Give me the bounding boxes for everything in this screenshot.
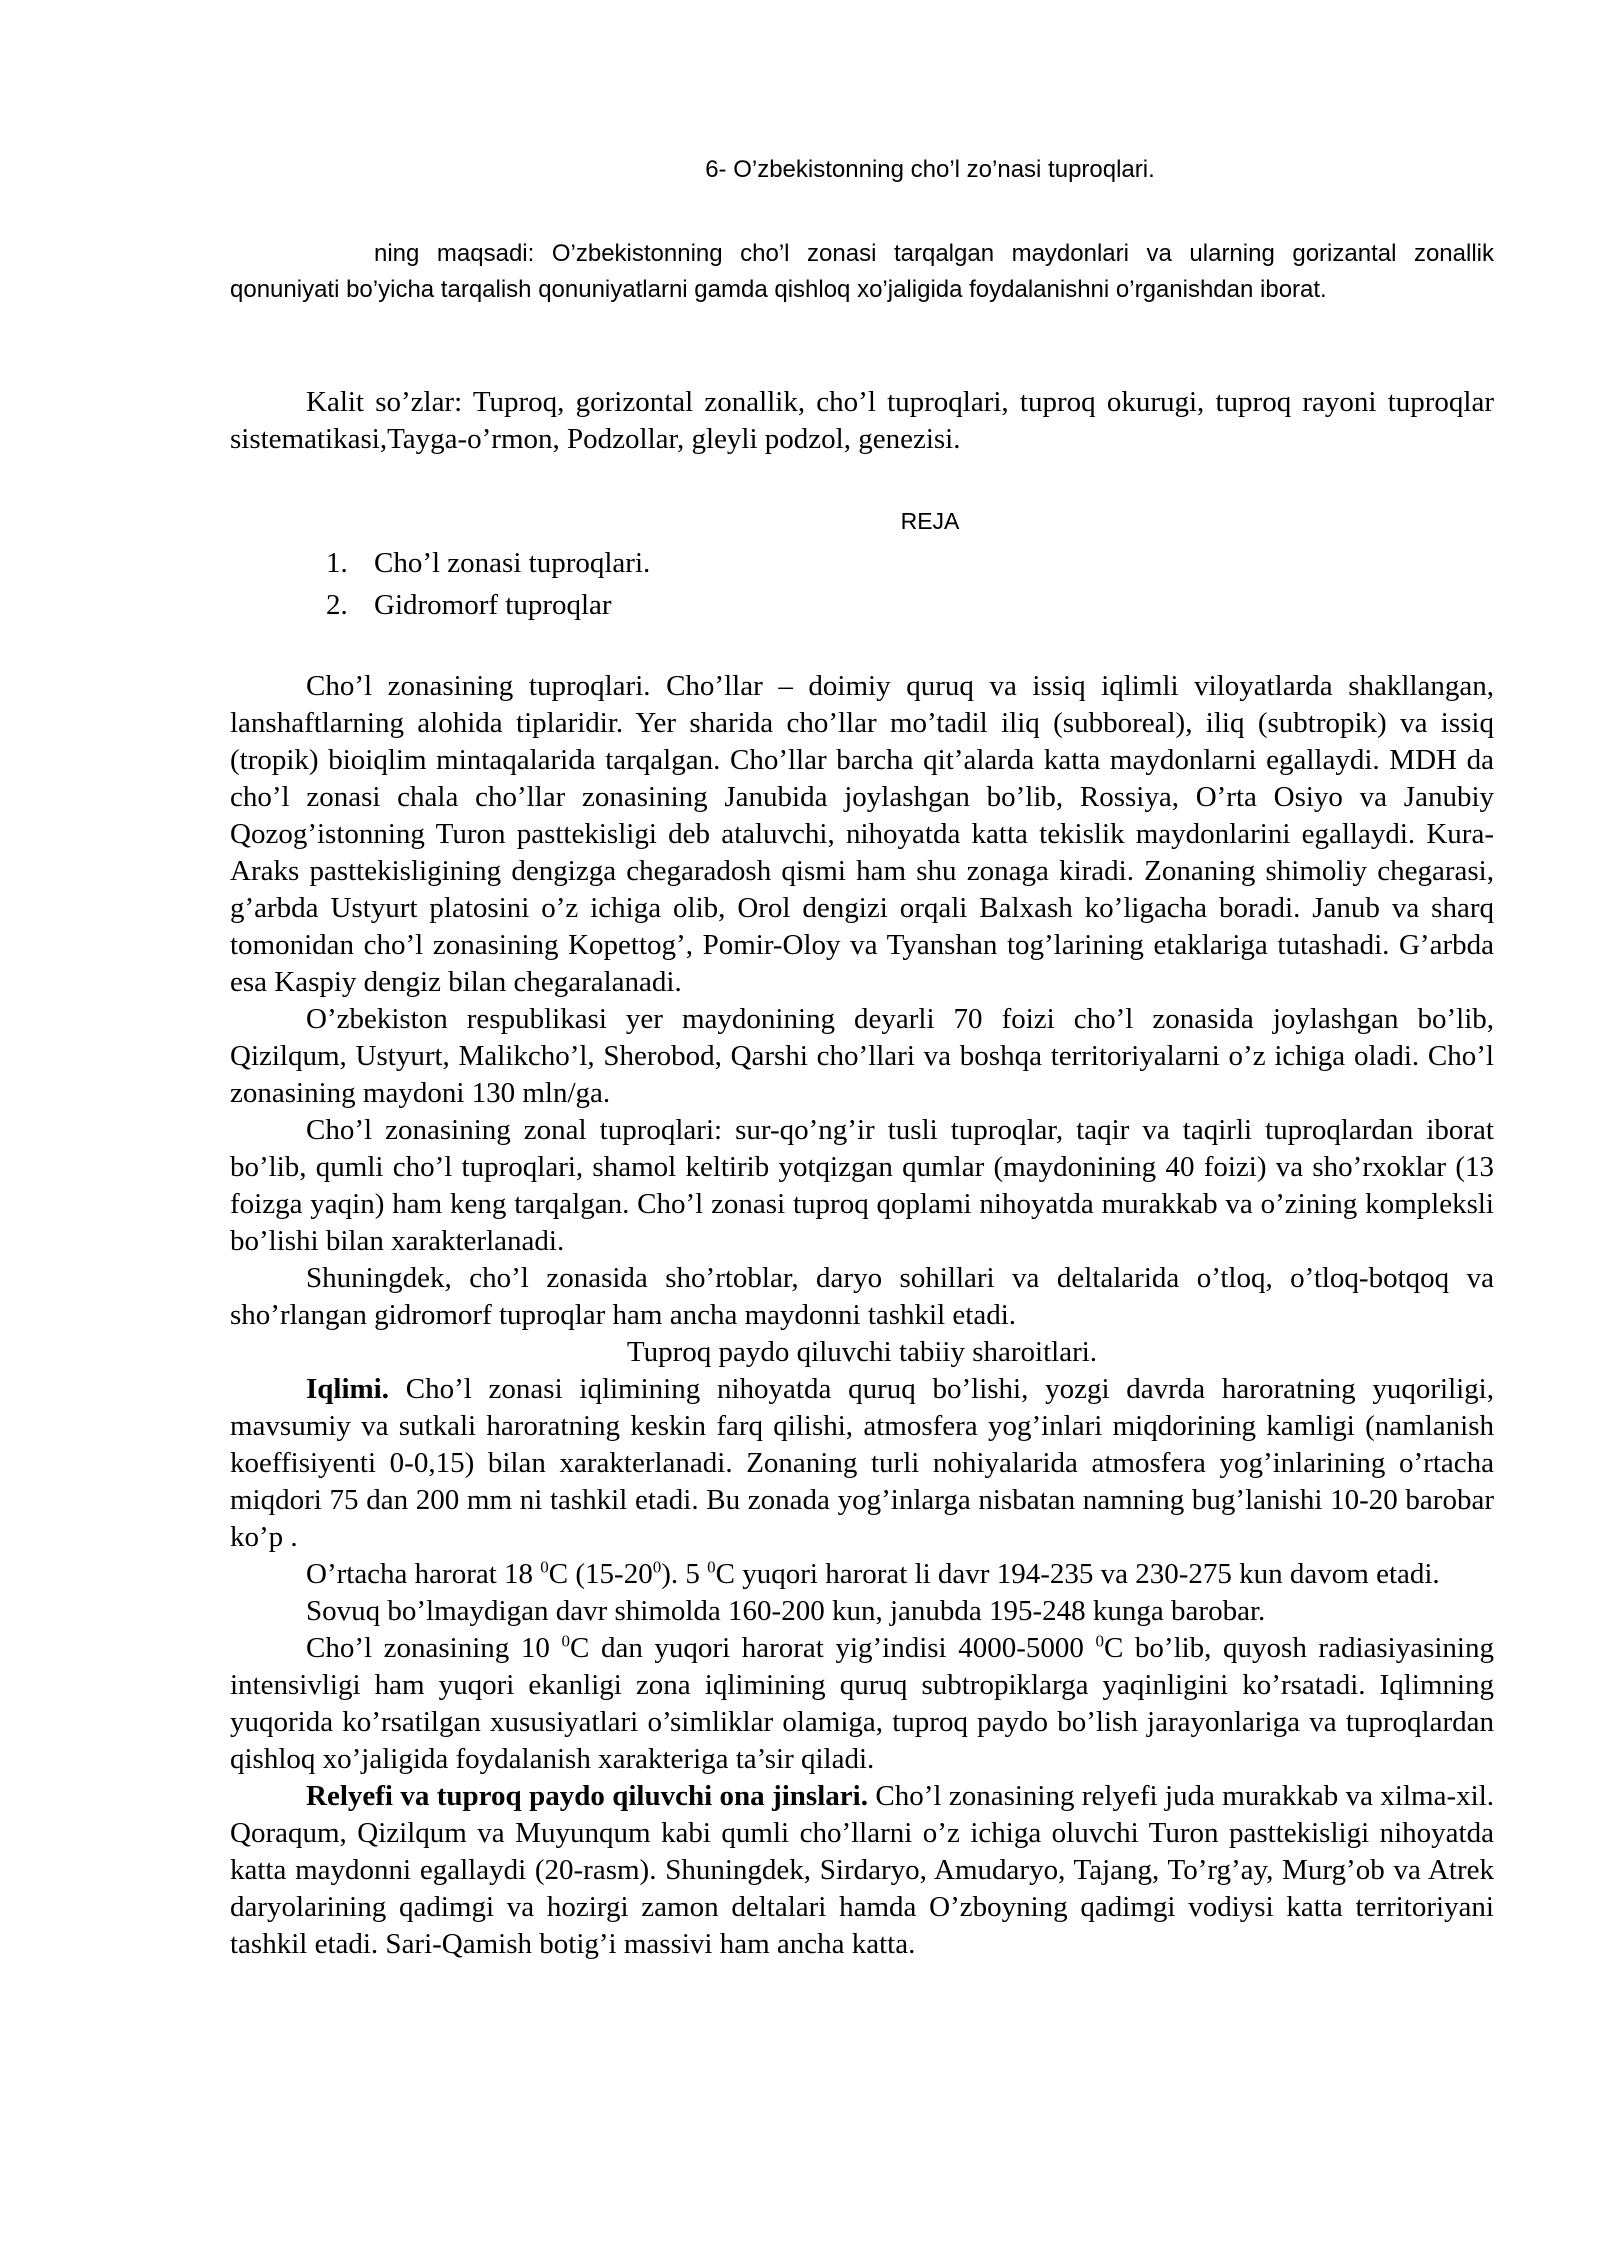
heat-sum-text-c: C bo’lib, quyosh radiasiyasining intensivligi ham yuqori ekanligi zona iqlimining quruq subtropiklarga yaqinligini ko’rsatadi. Iqlimning yuqorida ko’rsatilgan xususiyatlari o’simliklar olamiga, tuproq paydo bo’lish jarayonlariga va tuproqlardan qishloq xo’jaligida foydalanish xarakteriga ta’sir qiladi. bbox=[230, 1632, 1494, 1775]
plan-item-text: Gidromorf tuproqlar bbox=[374, 589, 612, 621]
temperature-text-c: ). 5 bbox=[661, 1558, 708, 1590]
temperature-text-a: O’rtacha harorat 18 bbox=[306, 1558, 541, 1590]
purpose-paragraph bbox=[230, 236, 1494, 308]
section-heading-conditions: Tuproq paydo qiluvchi tabiiy sharoitlari. bbox=[626, 1336, 1098, 1368]
plan-item bbox=[326, 584, 650, 626]
body-text bbox=[230, 668, 1494, 1963]
paragraph-zonal-soils: Cho’l zonasining zonal tuproqlari: sur-qo’ng’ir tusli tuproqlar, taqir va taqirli tuproqlardan iborat bo’lib, qumli cho’l tuproqlari, shamol keltirib yotqizgan qumlar (maydonining 40 foizi) va sho’rxoklar (13 foizga yaqin) ham keng tarqalgan. Cho’l zonasi tuproq qoplami nihoyatda murakkab va o’zining kompleksli bo’lishi bilan xarakterlanadi. bbox=[230, 1114, 1494, 1257]
degree-sup: 0 bbox=[561, 1631, 570, 1651]
paragraph-desert-soils: Cho’l zonasining tuproqlari. Cho’llar – doimiy quruq va issiq iqlimli viloyatlarda shakllangan, lanshaftlarning alohida tiplaridir. Yer sharida cho’llar mo’tadil iliq (subboreal), iliq (subtropik) va issiq (tropik) bioiqlim mintaqalarida tarqalgan. Cho’llar barcha qit’alarda katta maydonlarni egallaydi. MDH da cho’l zonasi chala cho’llar zonasining Janubida joylashgan bo’lib, Rossiya, O’rta Osiyo va Janubiy Qozog’istonning Turon pasttekisligi deb ataluvchi, nihoyatda katta tekislik maydonlarini egallaydi. Kura-Araks pasttekisligining dengizga chegaradosh qismi ham shu zonaga kiradi. Zonaning shimoliy chegarasi, g’arbda Ustyurt platosini o’z ichiga olib, Orol dengizi orqali Balxash ko’ligacha boradi. Janub va sharq tomonidan cho’l zonasining Kopettog’, Pomir-Oloy va Tyanshan tog’larining etaklariga tutashadi. G’arbda esa Kaspiy dengiz bilan chegaralanadi. bbox=[230, 670, 1494, 998]
relief-text: Cho’l zonasining relyefi juda murakkab va xilma-xil. Qoraqum, Qizilqum va Muyunqum kabi qumli cho’llarni o’z ichiga oluvchi Turon pasttekisligi nihoyatda katta maydonni egallaydi (20-rasm). Shuningdek, Sirdaryo, Amudaryo, Tajang, To’rg’ay, Murg’ob va Atrek daryolarining qadimgi va hozirgi zamon deltalari hamda O’zboyning qadimgi vodiysi katta territoriyani tashkil etadi. Sari-Qamish botig’i massivi ham ancha katta. bbox=[230, 1780, 1494, 1960]
page-title: 6- O’zbekistonning cho’l zo’nasi tuproqlari. bbox=[705, 156, 1155, 183]
plan-item bbox=[326, 542, 650, 584]
temperature-text-b: C (15-20 bbox=[548, 1558, 653, 1590]
plan-item-text: Cho’l zonasi tuproqlari. bbox=[374, 547, 651, 579]
paragraph-relief bbox=[230, 1778, 1494, 1963]
heat-sum-text-b: C dan yuqori harorat yig’indisi 4000-5000 bbox=[570, 1632, 1096, 1664]
paragraph-heat-sum bbox=[230, 1630, 1494, 1778]
climate-label: Iqlimi. bbox=[306, 1373, 389, 1405]
keywords-paragraph: Kalit so’zlar: Tuproq, gorizontal zonallik, cho’l tuproqlari, tuproq okurugi, tuproq rayoni tuproqlar sistematikasi,Tayga-o’rmon, Podzollar, gleyli podzol, genezisi. bbox=[230, 386, 1494, 455]
paragraph-hydromorphic: Shuningdek, cho’l zonasida sho’rtoblar, daryo sohillari va deltalarida o’tloq, o’tloq-botqoq va sho’rlangan gidromorf tuproqlar ham ancha maydonni tashkil etadi. bbox=[230, 1262, 1494, 1331]
paragraph-frost-free: Sovuq bo’lmaydigan davr shimolda 160-200 kun, janubda 195-248 kunga barobar. bbox=[306, 1595, 1266, 1627]
degree-sup: 0 bbox=[1095, 1631, 1104, 1651]
heat-sum-text-a: Cho’l zonasining 10 bbox=[306, 1632, 562, 1664]
temperature-text-d: C yuqori harorat li davr 194-235 va 230-275 kun davom etadi. bbox=[715, 1558, 1440, 1590]
paragraph-climate bbox=[230, 1371, 1494, 1556]
plan-heading: REJA bbox=[900, 508, 960, 534]
plan-list bbox=[326, 542, 650, 626]
degree-sup: 0 bbox=[540, 1557, 549, 1577]
paragraph-temperature bbox=[230, 1556, 1494, 1593]
degree-sup: 0 bbox=[652, 1557, 662, 1577]
relief-label: Relyefi va tuproq paydo qiluvchi ona jinslari. bbox=[306, 1780, 868, 1812]
plan-item-number: 1. bbox=[326, 547, 348, 579]
plan-item-number: 2. bbox=[326, 589, 348, 621]
purpose-text: ning maqsadi: O’zbekistonning cho’l zonasi tarqalgan maydonlari va ularning gorizantal zonallik qonuniyati bo’yicha tarqalish qonuniyatlarni gamda qishloq xo’jaligida foydalanishni o’rganishdan iborat. bbox=[230, 240, 1494, 303]
paragraph-uzbekistan-area: O’zbekiston respublikasi yer maydonining deyarli 70 foizi cho’l zonasida joylashgan bo’lib, Qizilqum, Ustyurt, Malikcho’l, Sherobod, Qarshi cho’llari va boshqa territoriyalarni o’z ichiga oladi. Cho’l zonasining maydoni 130 mln/ga. bbox=[230, 1003, 1494, 1109]
degree-sup: 0 bbox=[707, 1557, 716, 1577]
climate-text: Cho’l zonasi iqlimining nihoyatda quruq bo’lishi, yozgi davrda haroratning yuqoriligi, mavsumiy va sutkali haroratning keskin farq qilishi, atmosfera yog’inlari miqdorining kamligi (namlanish koeffisiyenti 0-0,15) bilan xarakterlanadi. Zonaning turli nohiyalarida atmosfera yog’inlarining o’rtacha miqdori 75 dan 200 mm ni tashkil etadi. Bu zonada yog’inlarga nisbatan namning bug’lanishi 10-20 barobar ko’p . bbox=[230, 1373, 1494, 1553]
